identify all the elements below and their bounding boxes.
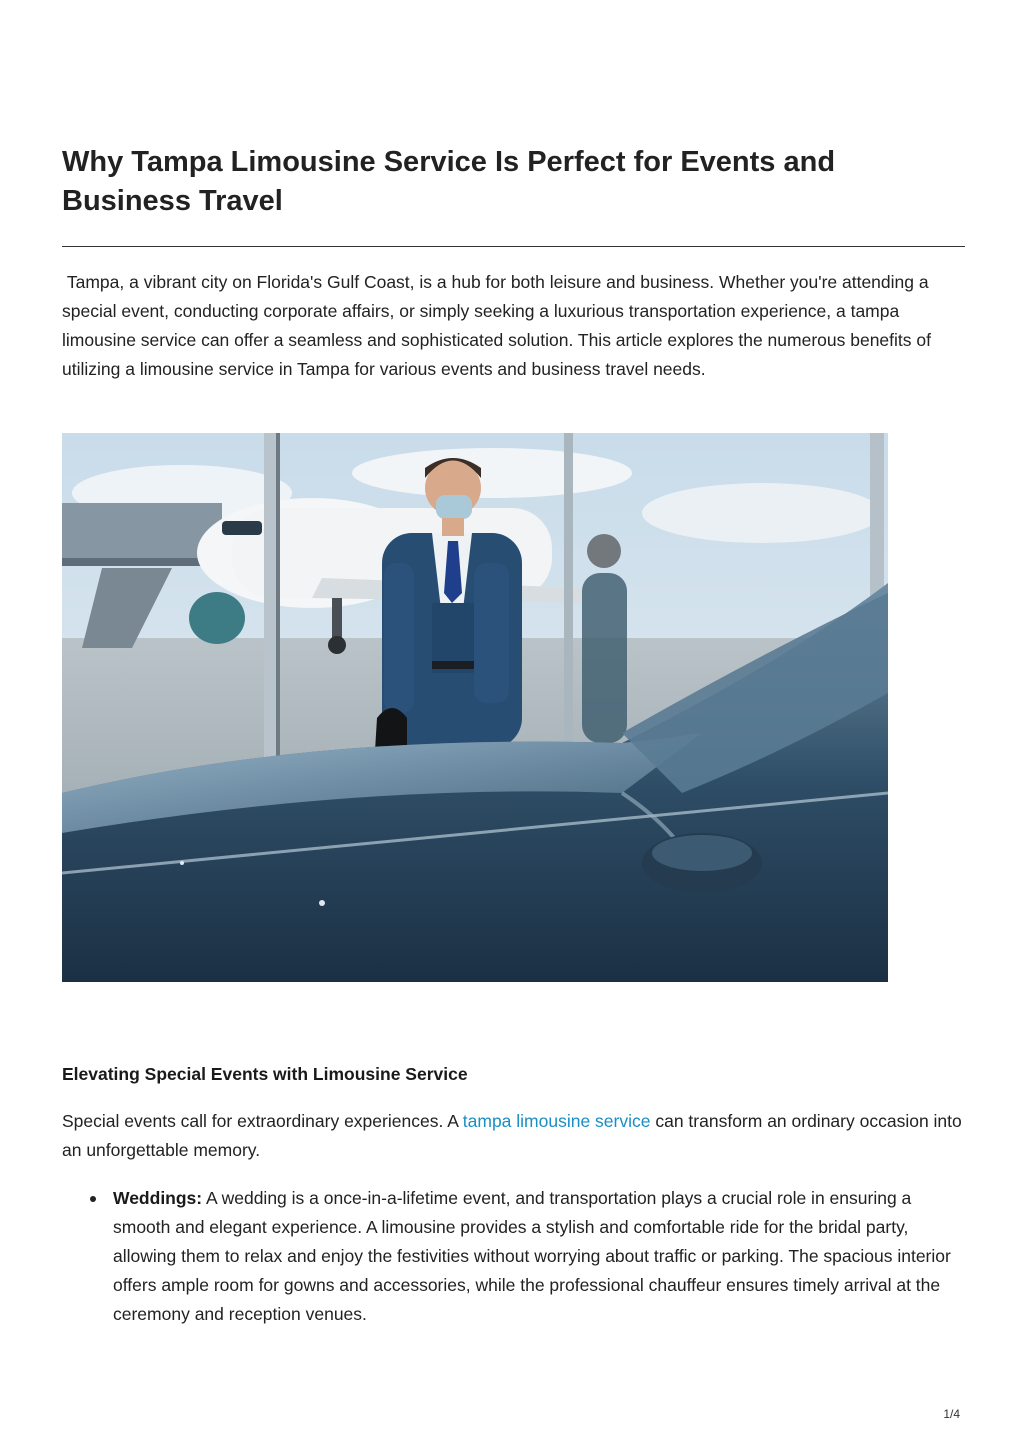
list-item-text: A wedding is a once-in-a-lifetime event, and transportation plays a crucial role in ensuring a smooth and elegant experience. A limousine provides a stylish and comfortable ride for the bridal party, allowing them to relax and enjoy the festivities without worrying about traffic or parking. The spacious interior offers ample room for gowns and accessories, while the professional chauffeur ensures timely arrival at the ceremony and reception venues.	[113, 1188, 951, 1324]
tampa-limousine-service-link[interactable]: tampa limousine service	[462, 1111, 651, 1131]
paragraph-text-after-link: can transform an ordinary occasion into an unforgettable memory.	[62, 1111, 962, 1160]
hero-image	[62, 433, 888, 982]
section-heading: Elevating Special Events with Limousine Service	[62, 1064, 468, 1084]
section-paragraph	[62, 1107, 962, 1165]
list-item-label: Weddings:	[113, 1188, 203, 1208]
intro-paragraph: Tampa, a vibrant city on Florida's Gulf Coast, is a hub for both leisure and business. Whether you're attending a special event, conducting corporate affairs, or simply seeking a luxurious transportation experience, a tampa limousine service can offer a seamless and sophisticated solution. This article explores the numerous benefits of utilizing a limousine service in Tampa for various events and business travel needs.	[62, 272, 936, 379]
title-divider	[62, 246, 965, 247]
bullet-list	[62, 1184, 962, 1329]
bullet-icon	[90, 1196, 96, 1202]
list-item	[62, 1184, 962, 1329]
paragraph-text-before-link: Special events call for extraordinary experiences. A	[62, 1111, 463, 1131]
article-title: Why Tampa Limousine Service Is Perfect for Events and Business Travel	[62, 146, 836, 217]
page-number: 1/4	[943, 1407, 960, 1421]
